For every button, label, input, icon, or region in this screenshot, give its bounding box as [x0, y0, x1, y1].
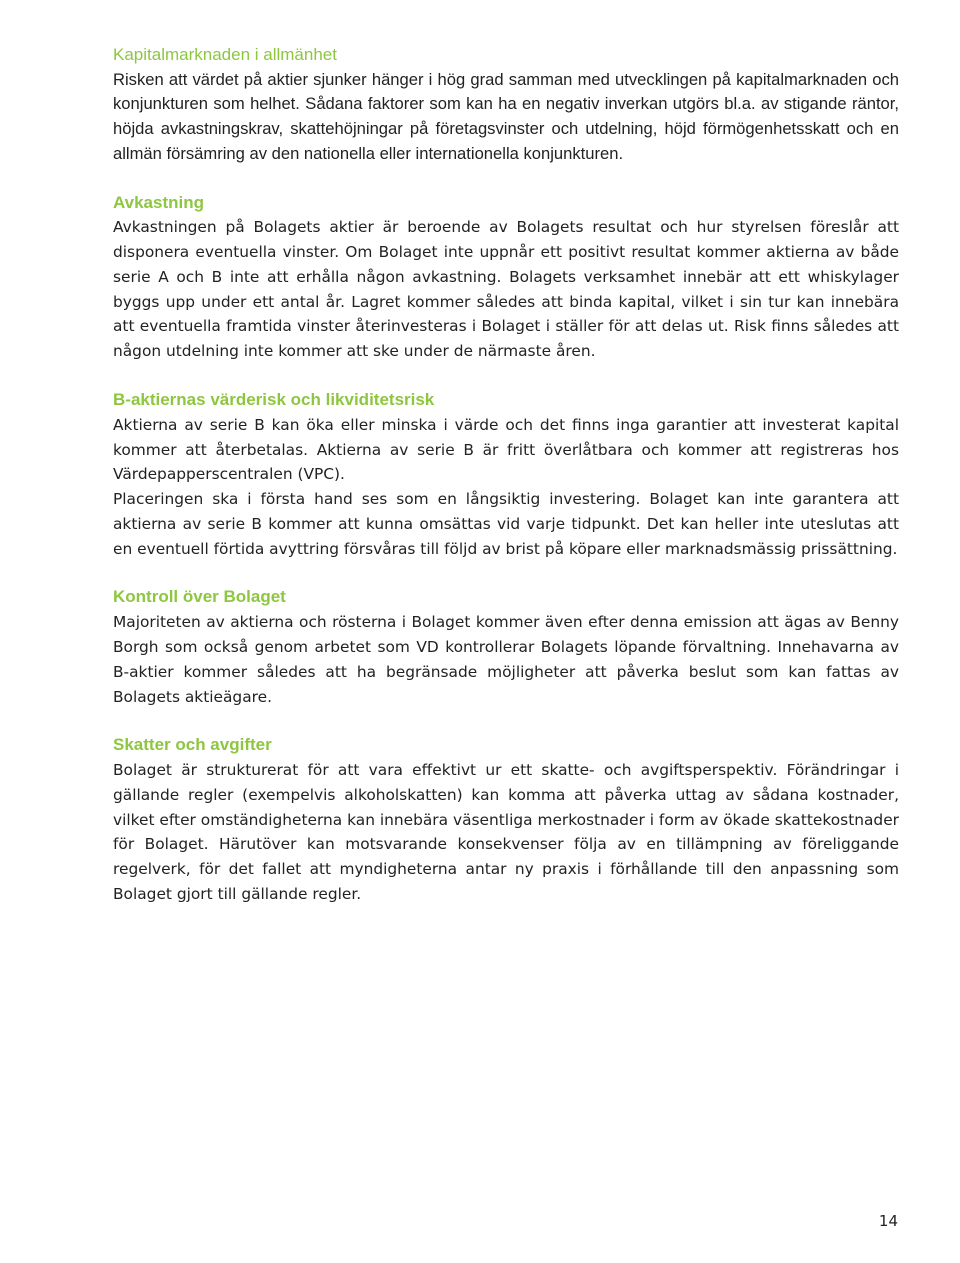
section-paragraph: Placeringen ska i första hand ses som en långsiktig investering. Bolaget kan inte garantera att aktierna av serie B kommer att kunna omsättas vid varje tidpunkt. Det kan heller inte uteslutas att en eventuell förtida avyttring försvåras till följd av brist på köpare eller marknadsmässig prissättning. [113, 490, 899, 558]
section-paragraph: Aktierna av serie B kan öka eller minska i värde och det finns inga garantier att investerat kapital kommer att återbetalas. Aktierna av serie B är fritt överlåtbara och kommer att registreras hos Värdepapperscentralen (VPC). [113, 415, 899, 484]
section-paragraph: Bolaget är strukturerat för att vara effektivt ur ett skatte- och avgiftsperspektiv. Förändringar i gällande regler (exempelvis alkoholskatten) kan komma att påverka uttag av sådana kostnader, vilket efter omständigheterna kan innebära väsentliga merkostnader i form av ökade skattekostnader för Bolaget. Härutöver kan motsvarande konsekvenser följa av en tillämpning av föreliggande regelverk, för det fallet att myndigheterna antar ny praxis i förhållande till den anpassning som Bolaget gjort till gällande regler. [113, 761, 899, 904]
section-paragraph: Majoriteten av aktierna och rösterna i Bolaget kommer även efter denna emission att ägas av Benny Borgh som också genom arbetet som VD kontrollerar Bolagets löpande förvaltning. Innehavarna av B-aktier kommer således att ha begränsade möjligheter att påverka beslut som kan fattas av Bolagets aktieägare. [113, 613, 899, 706]
section-heading: B-aktiernas värderisk och likviditetsrisk [113, 390, 435, 409]
section-skatter [113, 733, 899, 906]
section-avkastning [113, 191, 899, 364]
section-heading: Avkastning [113, 192, 205, 212]
section-paragraph: Risken att värdet på aktier sjunker hänger i hög grad samman med utvecklingen på kapitalmarknaden och konjunkturen som helhet. Sådana faktorer som kan ha en negativ inverkan utgörs bl.a. av stigande räntor, höjda avkastningskrav, skattehöjningar på företagsvinster och utdelning, höjd förmögenhetsskatt och en allmän försämring av den nationella eller internationella konjunkturen. [113, 69, 899, 163]
document-page [113, 43, 899, 931]
section-heading: Skatter och avgifter [113, 735, 272, 755]
section-heading: Kapitalmarknaden i allmänhet [113, 45, 337, 64]
section-kontroll [113, 585, 899, 709]
section-kapitalmarknaden [113, 43, 899, 167]
page-number: 14 [878, 1212, 898, 1230]
section-b-aktiernas-varderisk [113, 388, 899, 561]
section-heading: Kontroll över Bolaget [113, 587, 286, 607]
section-paragraph: Avkastningen på Bolagets aktier är beroende av Bolagets resultat och hur styrelsen föreslår att disponera eventuella vinster. Om Bolaget inte uppnår ett positivt resultat kommer aktierna av både serie A och B inte att erhålla någon avkastning. Bolagets verksamhet innebär att ett whiskylager byggs upp under ett antal år. Lagret kommer således att binda kapital, vilket i sin tur kan innebära att eventuella framtida vinster återinvesteras i Bolaget i ställer för att delas ut. Risk finns således att någon utdelning inte kommer att ske under de närmaste åren. [113, 218, 899, 361]
